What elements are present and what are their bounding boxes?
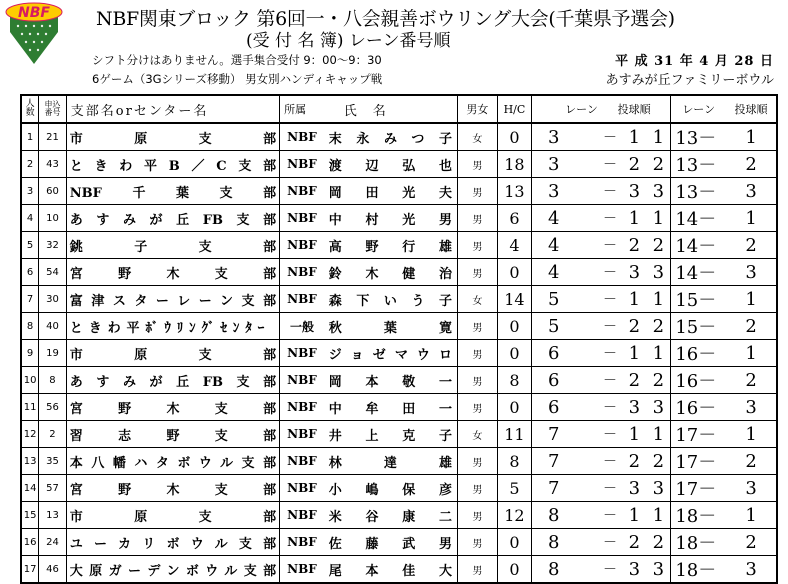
second-order: 2	[726, 367, 777, 394]
bowling-order: 1	[622, 205, 646, 232]
bowling-order: 2	[622, 529, 646, 556]
lane-number: 4	[532, 232, 598, 259]
table-row	[21, 313, 777, 340]
bowling-order-repeat: 1	[646, 286, 670, 313]
branch-name: あすみが丘FB支部	[66, 205, 279, 232]
second-order: 2	[726, 448, 777, 475]
event-date: 平 成 31 年 4 月 28 日	[615, 54, 774, 69]
bowling-order-repeat: 3	[646, 259, 670, 286]
second-lane: 17－	[671, 475, 726, 502]
player-name: 井上克子	[324, 421, 458, 448]
lane-dash: －	[598, 286, 622, 313]
bowling-order: 2	[622, 448, 646, 475]
row-number: 16	[21, 529, 39, 556]
lane-dash: －	[598, 367, 622, 394]
handicap: 11	[497, 421, 531, 448]
table-row	[21, 340, 777, 367]
player-name: 森下いう子	[324, 286, 458, 313]
bowling-order: 1	[622, 340, 646, 367]
logo-text: NBF	[18, 5, 50, 21]
bowling-order: 2	[622, 313, 646, 340]
second-order: 3	[726, 556, 777, 584]
player-sex: 男	[458, 556, 498, 584]
bowling-order-repeat: 2	[646, 232, 670, 259]
branch-name: ときわ平B／C支部	[66, 151, 279, 178]
bowling-order-repeat: 1	[646, 340, 670, 367]
bowling-order: 1	[622, 421, 646, 448]
handicap: 0	[497, 259, 531, 286]
table-row	[21, 475, 777, 502]
page-subtitle: (受 付 名 簿) レーン番号順	[246, 31, 451, 51]
branch-name: 銚子支部	[66, 232, 279, 259]
affiliation: NBF	[280, 394, 324, 421]
header-entry-number: 申込 番号	[39, 95, 67, 123]
second-lane: 17－	[671, 448, 726, 475]
header-name: 氏名	[324, 95, 458, 123]
entry-number: 60	[39, 178, 67, 205]
entry-number: 13	[39, 502, 67, 529]
player-sex: 男	[458, 475, 498, 502]
player-sex: 女	[458, 421, 498, 448]
entry-number: 10	[39, 205, 67, 232]
row-number: 11	[21, 394, 39, 421]
lane-dash: －	[598, 313, 622, 340]
player-name: 秋葉寛	[324, 313, 458, 340]
row-number: 3	[21, 178, 39, 205]
branch-name: 本八幡ハタボウル支部	[66, 448, 279, 475]
lane-dash: －	[598, 178, 622, 205]
bowling-order-repeat: 1	[646, 421, 670, 448]
player-name: 小嶋保彦	[324, 475, 458, 502]
second-order: 1	[726, 502, 777, 529]
player-name: 岡本敬一	[324, 367, 458, 394]
lane-number: 7	[532, 421, 598, 448]
lane-number: 7	[532, 448, 598, 475]
header-sex: 男女	[458, 95, 498, 123]
player-sex: 男	[458, 529, 498, 556]
player-name: 高野行雄	[324, 232, 458, 259]
header-order-2: 投球順	[726, 95, 777, 123]
second-lane: 13－	[671, 151, 726, 178]
lane-dash: －	[598, 421, 622, 448]
lane-number: 6	[532, 340, 598, 367]
second-order: 2	[726, 313, 777, 340]
lane-number: 3	[532, 178, 598, 205]
handicap: 14	[497, 286, 531, 313]
second-order: 1	[726, 123, 777, 151]
row-number: 5	[21, 232, 39, 259]
player-sex: 男	[458, 178, 498, 205]
header-handicap: H/C	[497, 95, 531, 123]
second-lane: 16－	[671, 394, 726, 421]
table-row	[21, 556, 777, 584]
handicap: 8	[497, 448, 531, 475]
player-sex: 男	[458, 394, 498, 421]
player-name: 鈴木健治	[324, 259, 458, 286]
row-number: 6	[21, 259, 39, 286]
entry-number: 40	[39, 313, 67, 340]
branch-name: 富津スターレーン支部	[66, 286, 279, 313]
bowling-order-repeat: 2	[646, 529, 670, 556]
handicap: 0	[497, 313, 531, 340]
entry-number: 24	[39, 529, 67, 556]
page-title: NBF関東ブロック 第6回一・八会親善ボウリング大会(千葉県予選会)	[96, 8, 675, 30]
second-order: 2	[726, 151, 777, 178]
second-order: 3	[726, 259, 777, 286]
handicap: 13	[497, 178, 531, 205]
bowling-order: 2	[622, 232, 646, 259]
table-row	[21, 151, 777, 178]
second-lane: 15－	[671, 313, 726, 340]
entry-number: 35	[39, 448, 67, 475]
lane-dash: －	[598, 529, 622, 556]
branch-name: 市原支部	[66, 123, 279, 151]
entry-number: 8	[39, 367, 67, 394]
table-row	[21, 205, 777, 232]
header-lane: レーン	[532, 95, 598, 123]
second-order: 1	[726, 421, 777, 448]
table-row	[21, 367, 777, 394]
row-number: 1	[21, 123, 39, 151]
second-order: 2	[726, 529, 777, 556]
bowling-order: 2	[622, 367, 646, 394]
player-name: 岡田光夫	[324, 178, 458, 205]
player-sex: 男	[458, 448, 498, 475]
lane-number: 7	[532, 475, 598, 502]
lane-dash: －	[598, 259, 622, 286]
entry-number: 56	[39, 394, 67, 421]
row-number: 13	[21, 448, 39, 475]
affiliation: NBF	[280, 232, 324, 259]
lane-number: 4	[532, 205, 598, 232]
player-sex: 男	[458, 340, 498, 367]
table-row	[21, 178, 777, 205]
bowling-order: 1	[622, 286, 646, 313]
event-venue: あすみが丘ファミリーボウル	[605, 73, 774, 88]
bowling-order: 3	[622, 475, 646, 502]
player-name: 渡辺弘也	[324, 151, 458, 178]
affiliation: NBF	[280, 367, 324, 394]
entry-number: 30	[39, 286, 67, 313]
row-number: 15	[21, 502, 39, 529]
header-affiliation: 所属	[280, 95, 324, 123]
affiliation: NBF	[280, 529, 324, 556]
player-name: 中村光男	[324, 205, 458, 232]
schedule-note: シフト分けはありません。選手集合受付 9：00～9：30	[92, 53, 382, 67]
lane-number: 6	[532, 394, 598, 421]
player-name: 末永みつ子	[324, 123, 458, 151]
table-header-row	[21, 95, 777, 123]
row-number: 14	[21, 475, 39, 502]
table-row	[21, 448, 777, 475]
format-note: 6ゲーム（3Gシリーズ移動） 男女別ハンディキャップ戦	[92, 72, 383, 86]
affiliation: NBF	[280, 556, 324, 584]
nbf-logo-icon	[4, 2, 64, 68]
bowling-order-repeat: 3	[646, 475, 670, 502]
lane-number: 8	[532, 502, 598, 529]
row-number: 9	[21, 340, 39, 367]
lane-dash: －	[598, 151, 622, 178]
branch-name: 市原支部	[66, 340, 279, 367]
lane-number: 5	[532, 313, 598, 340]
bowling-order-repeat: 2	[646, 151, 670, 178]
row-number: 7	[21, 286, 39, 313]
player-name: 林達雄	[324, 448, 458, 475]
lane-number: 5	[532, 286, 598, 313]
handicap: 18	[497, 151, 531, 178]
branch-name: 習志野支部	[66, 421, 279, 448]
player-sex: 女	[458, 286, 498, 313]
player-sex: 男	[458, 313, 498, 340]
table-row	[21, 529, 777, 556]
branch-name: NBF千葉支部	[66, 178, 279, 205]
player-sex: 男	[458, 151, 498, 178]
player-name: 佐藤武男	[324, 529, 458, 556]
branch-name: ときわ平ﾎﾞｳﾘﾝｸﾞｾﾝﾀｰ	[66, 313, 279, 340]
bowling-order-repeat: 1	[646, 205, 670, 232]
handicap: 4	[497, 232, 531, 259]
bowling-order-repeat: 2	[646, 448, 670, 475]
second-order: 1	[726, 340, 777, 367]
table-row	[21, 421, 777, 448]
second-lane: 14－	[671, 205, 726, 232]
affiliation: NBF	[280, 475, 324, 502]
handicap: 0	[497, 556, 531, 584]
handicap: 6	[497, 205, 531, 232]
bowling-order: 3	[622, 556, 646, 584]
row-number: 8	[21, 313, 39, 340]
second-order: 1	[726, 205, 777, 232]
table-row	[21, 394, 777, 421]
second-lane: 14－	[671, 259, 726, 286]
affiliation: NBF	[280, 259, 324, 286]
lane-dash: －	[598, 340, 622, 367]
entry-number: 32	[39, 232, 67, 259]
entry-number: 21	[39, 123, 67, 151]
branch-name: 宮野木支部	[66, 394, 279, 421]
lane-dash: －	[598, 232, 622, 259]
table-row	[21, 286, 777, 313]
handicap: 0	[497, 340, 531, 367]
header-branch: 支部名orセンター名	[66, 95, 279, 123]
lane-dash: －	[598, 475, 622, 502]
second-lane: 18－	[671, 529, 726, 556]
row-number: 2	[21, 151, 39, 178]
bowling-order: 3	[622, 259, 646, 286]
second-lane: 13－	[671, 123, 726, 151]
handicap: 0	[497, 394, 531, 421]
affiliation: NBF	[280, 151, 324, 178]
second-order: 2	[726, 232, 777, 259]
affiliation: NBF	[280, 123, 324, 151]
entry-number: 19	[39, 340, 67, 367]
second-order: 3	[726, 178, 777, 205]
lane-number: 8	[532, 556, 598, 584]
bowling-order: 1	[622, 123, 646, 151]
bowling-order: 3	[622, 394, 646, 421]
entry-number: 57	[39, 475, 67, 502]
lane-number: 3	[532, 151, 598, 178]
bowling-order-repeat: 3	[646, 178, 670, 205]
header-lane-2: レーン	[671, 95, 726, 123]
second-lane: 18－	[671, 556, 726, 584]
table-row	[21, 259, 777, 286]
bowling-order: 2	[622, 151, 646, 178]
lane-dash: －	[598, 394, 622, 421]
player-sex: 男	[458, 205, 498, 232]
second-order: 3	[726, 475, 777, 502]
header-order: 投球順	[598, 95, 671, 123]
row-number: 12	[21, 421, 39, 448]
second-lane: 13－	[671, 178, 726, 205]
entry-number: 46	[39, 556, 67, 584]
table-row	[21, 232, 777, 259]
player-name: 中牟田一	[324, 394, 458, 421]
lane-dash: －	[598, 502, 622, 529]
table-row	[21, 502, 777, 529]
bowling-order-repeat: 3	[646, 556, 670, 584]
bowling-order-repeat: 2	[646, 313, 670, 340]
branch-name: 市原支部	[66, 502, 279, 529]
handicap: 8	[497, 367, 531, 394]
registration-table	[20, 94, 778, 584]
entry-number: 2	[39, 421, 67, 448]
handicap: 12	[497, 502, 531, 529]
second-lane: 15－	[671, 286, 726, 313]
second-lane: 18－	[671, 502, 726, 529]
row-number: 10	[21, 367, 39, 394]
second-order: 1	[726, 286, 777, 313]
lane-number: 4	[532, 259, 598, 286]
entry-number: 54	[39, 259, 67, 286]
bowling-order-repeat: 1	[646, 502, 670, 529]
player-sex: 男	[458, 502, 498, 529]
affiliation: NBF	[280, 502, 324, 529]
branch-name: 宮野木支部	[66, 259, 279, 286]
player-name: 尾本佳大	[324, 556, 458, 584]
row-number: 17	[21, 556, 39, 584]
player-name: 米谷康二	[324, 502, 458, 529]
branch-name: 宮野木支部	[66, 475, 279, 502]
affiliation: NBF	[280, 340, 324, 367]
bowling-order: 1	[622, 502, 646, 529]
player-sex: 男	[458, 367, 498, 394]
lane-dash: －	[598, 205, 622, 232]
affiliation: NBF	[280, 178, 324, 205]
second-lane: 17－	[671, 421, 726, 448]
affiliation: NBF	[280, 286, 324, 313]
branch-name: ユーカリボウル支部	[66, 529, 279, 556]
handicap: 0	[497, 529, 531, 556]
lane-dash: －	[598, 556, 622, 584]
lane-number: 3	[532, 123, 598, 151]
branch-name: 大原ガーデンボウル支部	[66, 556, 279, 584]
second-lane: 14－	[671, 232, 726, 259]
handicap: 0	[497, 123, 531, 151]
affiliation: NBF	[280, 205, 324, 232]
handicap: 5	[497, 475, 531, 502]
affiliation: NBF	[280, 421, 324, 448]
table-row	[21, 123, 777, 151]
row-number: 4	[21, 205, 39, 232]
second-lane: 16－	[671, 340, 726, 367]
bowling-order-repeat: 3	[646, 394, 670, 421]
lane-dash: －	[598, 448, 622, 475]
lane-dash: －	[598, 123, 622, 151]
player-sex: 男	[458, 232, 498, 259]
player-sex: 女	[458, 123, 498, 151]
player-sex: 男	[458, 259, 498, 286]
second-order: 3	[726, 394, 777, 421]
branch-name: あすみが丘FB支部	[66, 367, 279, 394]
bowling-order: 3	[622, 178, 646, 205]
affiliation: NBF	[280, 448, 324, 475]
lane-number: 6	[532, 367, 598, 394]
entry-number: 43	[39, 151, 67, 178]
second-lane: 16－	[671, 367, 726, 394]
bowling-order-repeat: 2	[646, 367, 670, 394]
bowling-order-repeat: 1	[646, 123, 670, 151]
lane-number: 8	[532, 529, 598, 556]
header-count: 人 数	[21, 95, 39, 123]
player-name: ジョゼマウロ	[324, 340, 458, 367]
affiliation: 一般	[280, 313, 324, 340]
